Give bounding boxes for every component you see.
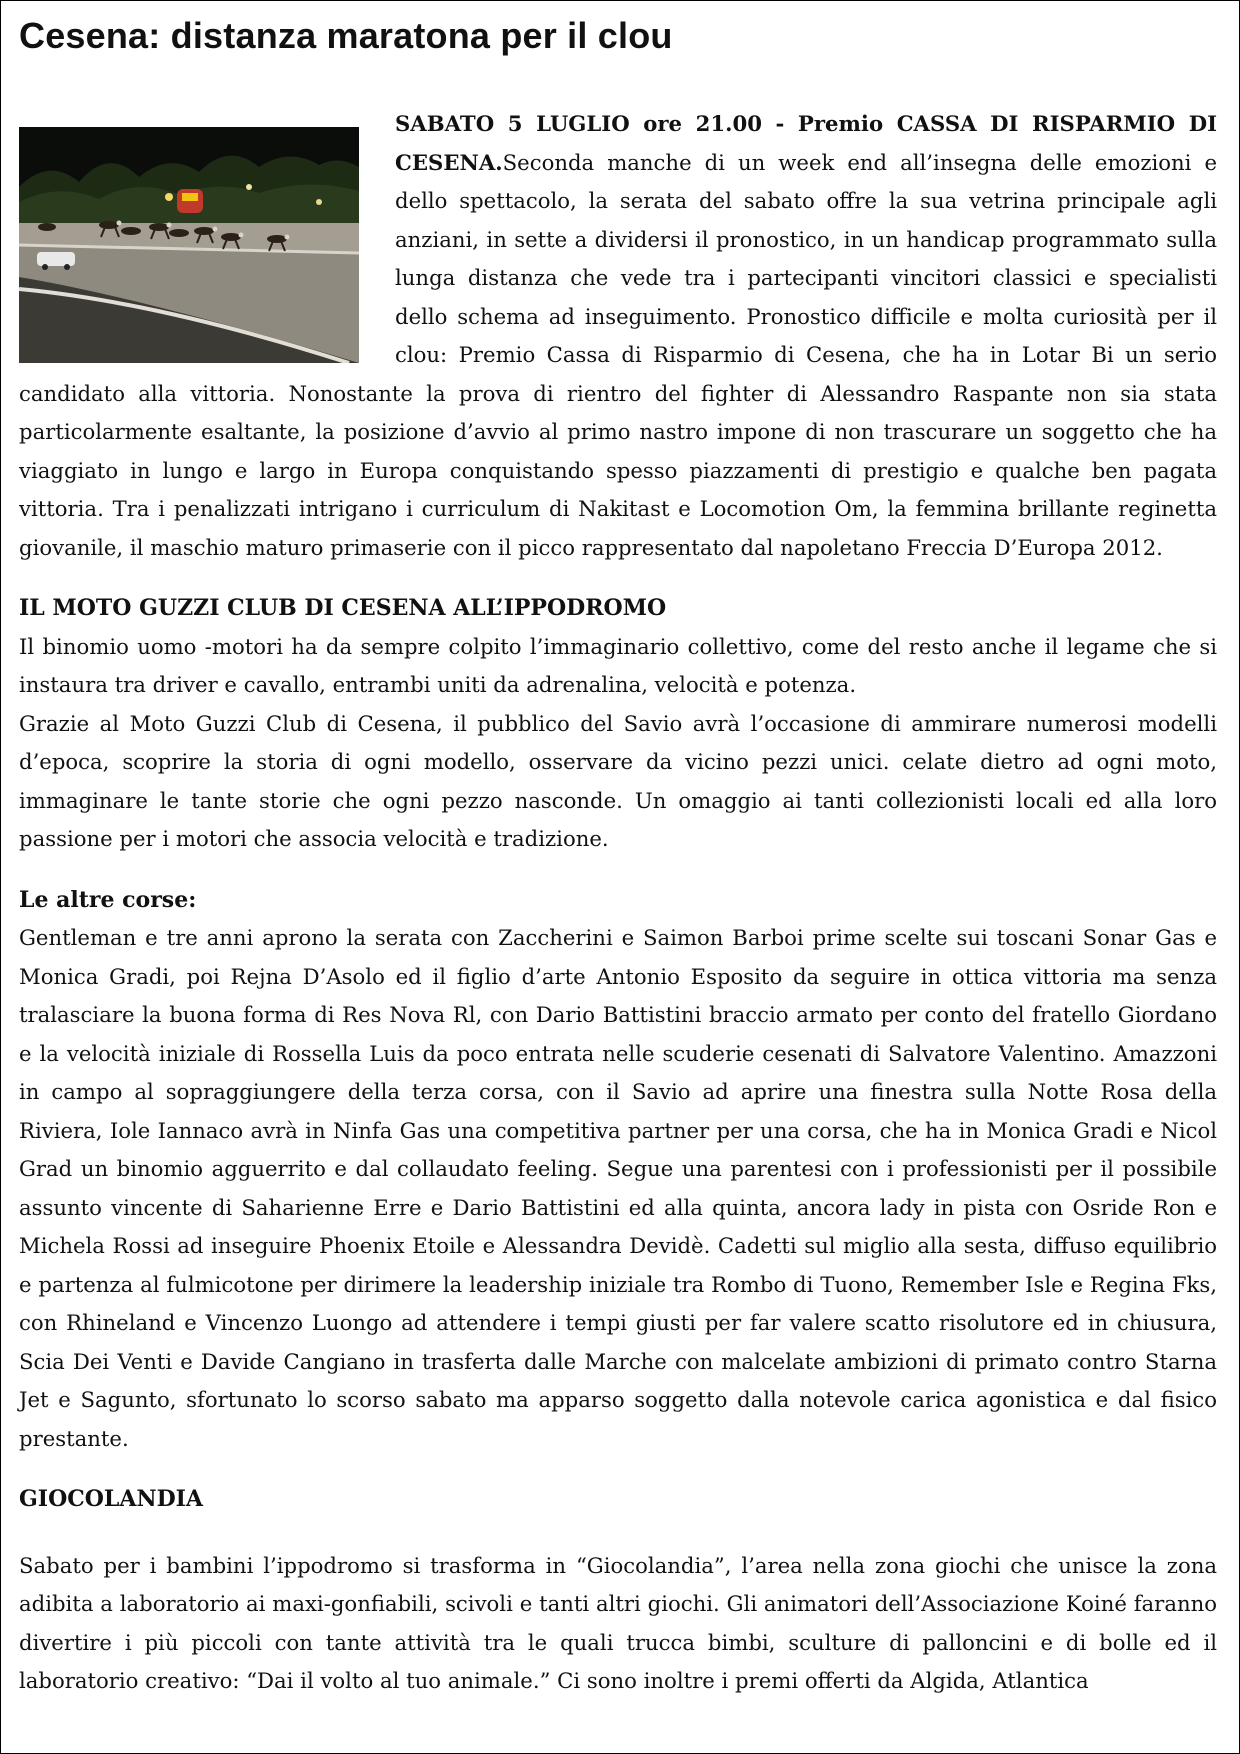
races-section-heading: Le altre corse: (19, 886, 197, 913)
giocolandia-heading: GIOCOLANDIA (19, 1486, 204, 1512)
giocolandia-paragraph: Sabato per i bambini l’ippodromo si trasforma in “Giocolandia”, l’area nella zona giochi che unisce la zona adibita a laboratorio ai maxi-gonfiabili, scivoli e tanti altri giochi. Gli animatori dell’Associazione Koiné faranno divertire i più piccoli con tante attività tra le quali trucca bimbi, sculture di palloncini e di bolle ed il laboratorio creativo: “Dai il volto al tuo animale.” Ci sono inoltre i premi offerti da Algida, Atlantica (19, 1552, 1217, 1693)
article-title: Cesena: distanza maratona per il clou (19, 15, 673, 56)
lead-heading: SABATO 5 LUGLIO ore 21.00 - Premio CASSA DI RISPARMIO DI CESENA. (395, 111, 1217, 175)
races-paragraph: Gentleman e tre anni aprono la serata con Zaccherini e Saimon Barboi prime scelte sui toscani Sonar Gas e Monica Gradi, poi Rejna D’Asolo ed il figlio d’arte Antonio Esposito da seguire in ottica vittoria ma senza tralasciare la buona forma di Res Nova Rl, con Dario Battistini braccio armato per conto del fratello Giordano e la velocità iniziale di Rossella Luis da poco entrata nelle scuderie cesenati di Salvatore Valentino. Amazzoni in campo al sopraggiungere della terza corsa, con il Savio ad aprire una finestra sulla Notte Rosa della Riviera, Iole Iannaco avrà in Ninfa Gas una competitiva partner per una corsa, che ha in Monica Gradi e Nicol Grad un binomio agguerrito e dal collaudato feeling. Segue una parentesi con i professionisti per il possibile assunto vincente di Saharienne Erre e Dario Battistini ed alla quinta, ancora lady in pista con Osride Ron e Michela Rossi ad inseguire Phoenix Etoile e Alessandra Devidè. Cadetti sul miglio alla sesta, diffuso equilibrio e partenza al fulmicotone per dirimere la leadership iniziale tra Rombo di Tuono, Remember Isle e Regina Fks, con Rhineland e Vincenzo Luongo ad attendere i tempi giusti per far valere scatto risolutore ed in chiusura, Scia Dei Venti e Davide Cangiano in trasferta dalle Marche con malcelate ambizioni di primato contro Starna Jet e Sagunto, sfortunato lo scorso sabato ma apparso soggetto dalla notevole carica agonistica e dal fisico prestante. (19, 925, 1217, 1451)
race-photo (19, 127, 359, 363)
moto-paragraph-2: Grazie al Moto Guzzi Club di Cesena, il pubblico del Savio avrà l’occasione di ammirare numerosi modelli d’epoca, scoprire la storia di ogni modello, osservare da vicino pezzi unici. celate dietro ad ogni moto, immaginare le tante storie che ogni pezzo nasconde. Un omaggio ai tanti collezionisti locali ed alla loro passione per i motori che associa velocità e tradizione. (19, 710, 1217, 851)
lead-text: Seconda manche di un week end all’insegna delle emozioni e dello spettacolo, la serata del sabato offre la sua vetrina principale agli anziani, in sette a dividersi il pronostico, in un handicap programmato sulla lunga distanza che vede tra i partecipanti vincitori classici e specialisti dello schema ad inseguimento. Pronostico difficile e molta curiosità per il clou: Premio Cassa di Risparmio di Cesena, che ha in Lotar Bi un serio candidato alla vittoria. Nonostante la prova di rientro del fighter di Alessandro Raspante non sia stata particolarmente esaltante, la posizione d’avvio al primo nastro impone di non trascurare un soggetto che ha viaggiato in lungo e largo in Europa conquistando spesso piazzamenti di prestigio e qualche ben pagata vittoria. Tra i penalizzati intrigano i curriculum di Nakitast e Locomotion Om, la femmina brillante reginetta giovanile, il maschio maturo primaserie con il picco rappresentato dal napoletano Freccia D’Europa 2012. (19, 149, 1217, 560)
moto-paragraph-1: Il binomio uomo -motori ha da sempre colpito l’immaginario collettivo, come del resto anche il legame che si instaura tra driver e cavallo, entrambi uniti da adrenalina, velocità e potenza. (19, 633, 1217, 697)
moto-section-heading: IL MOTO GUZZI CLUB DI CESENA ALL’IPPODROMO (19, 595, 667, 621)
